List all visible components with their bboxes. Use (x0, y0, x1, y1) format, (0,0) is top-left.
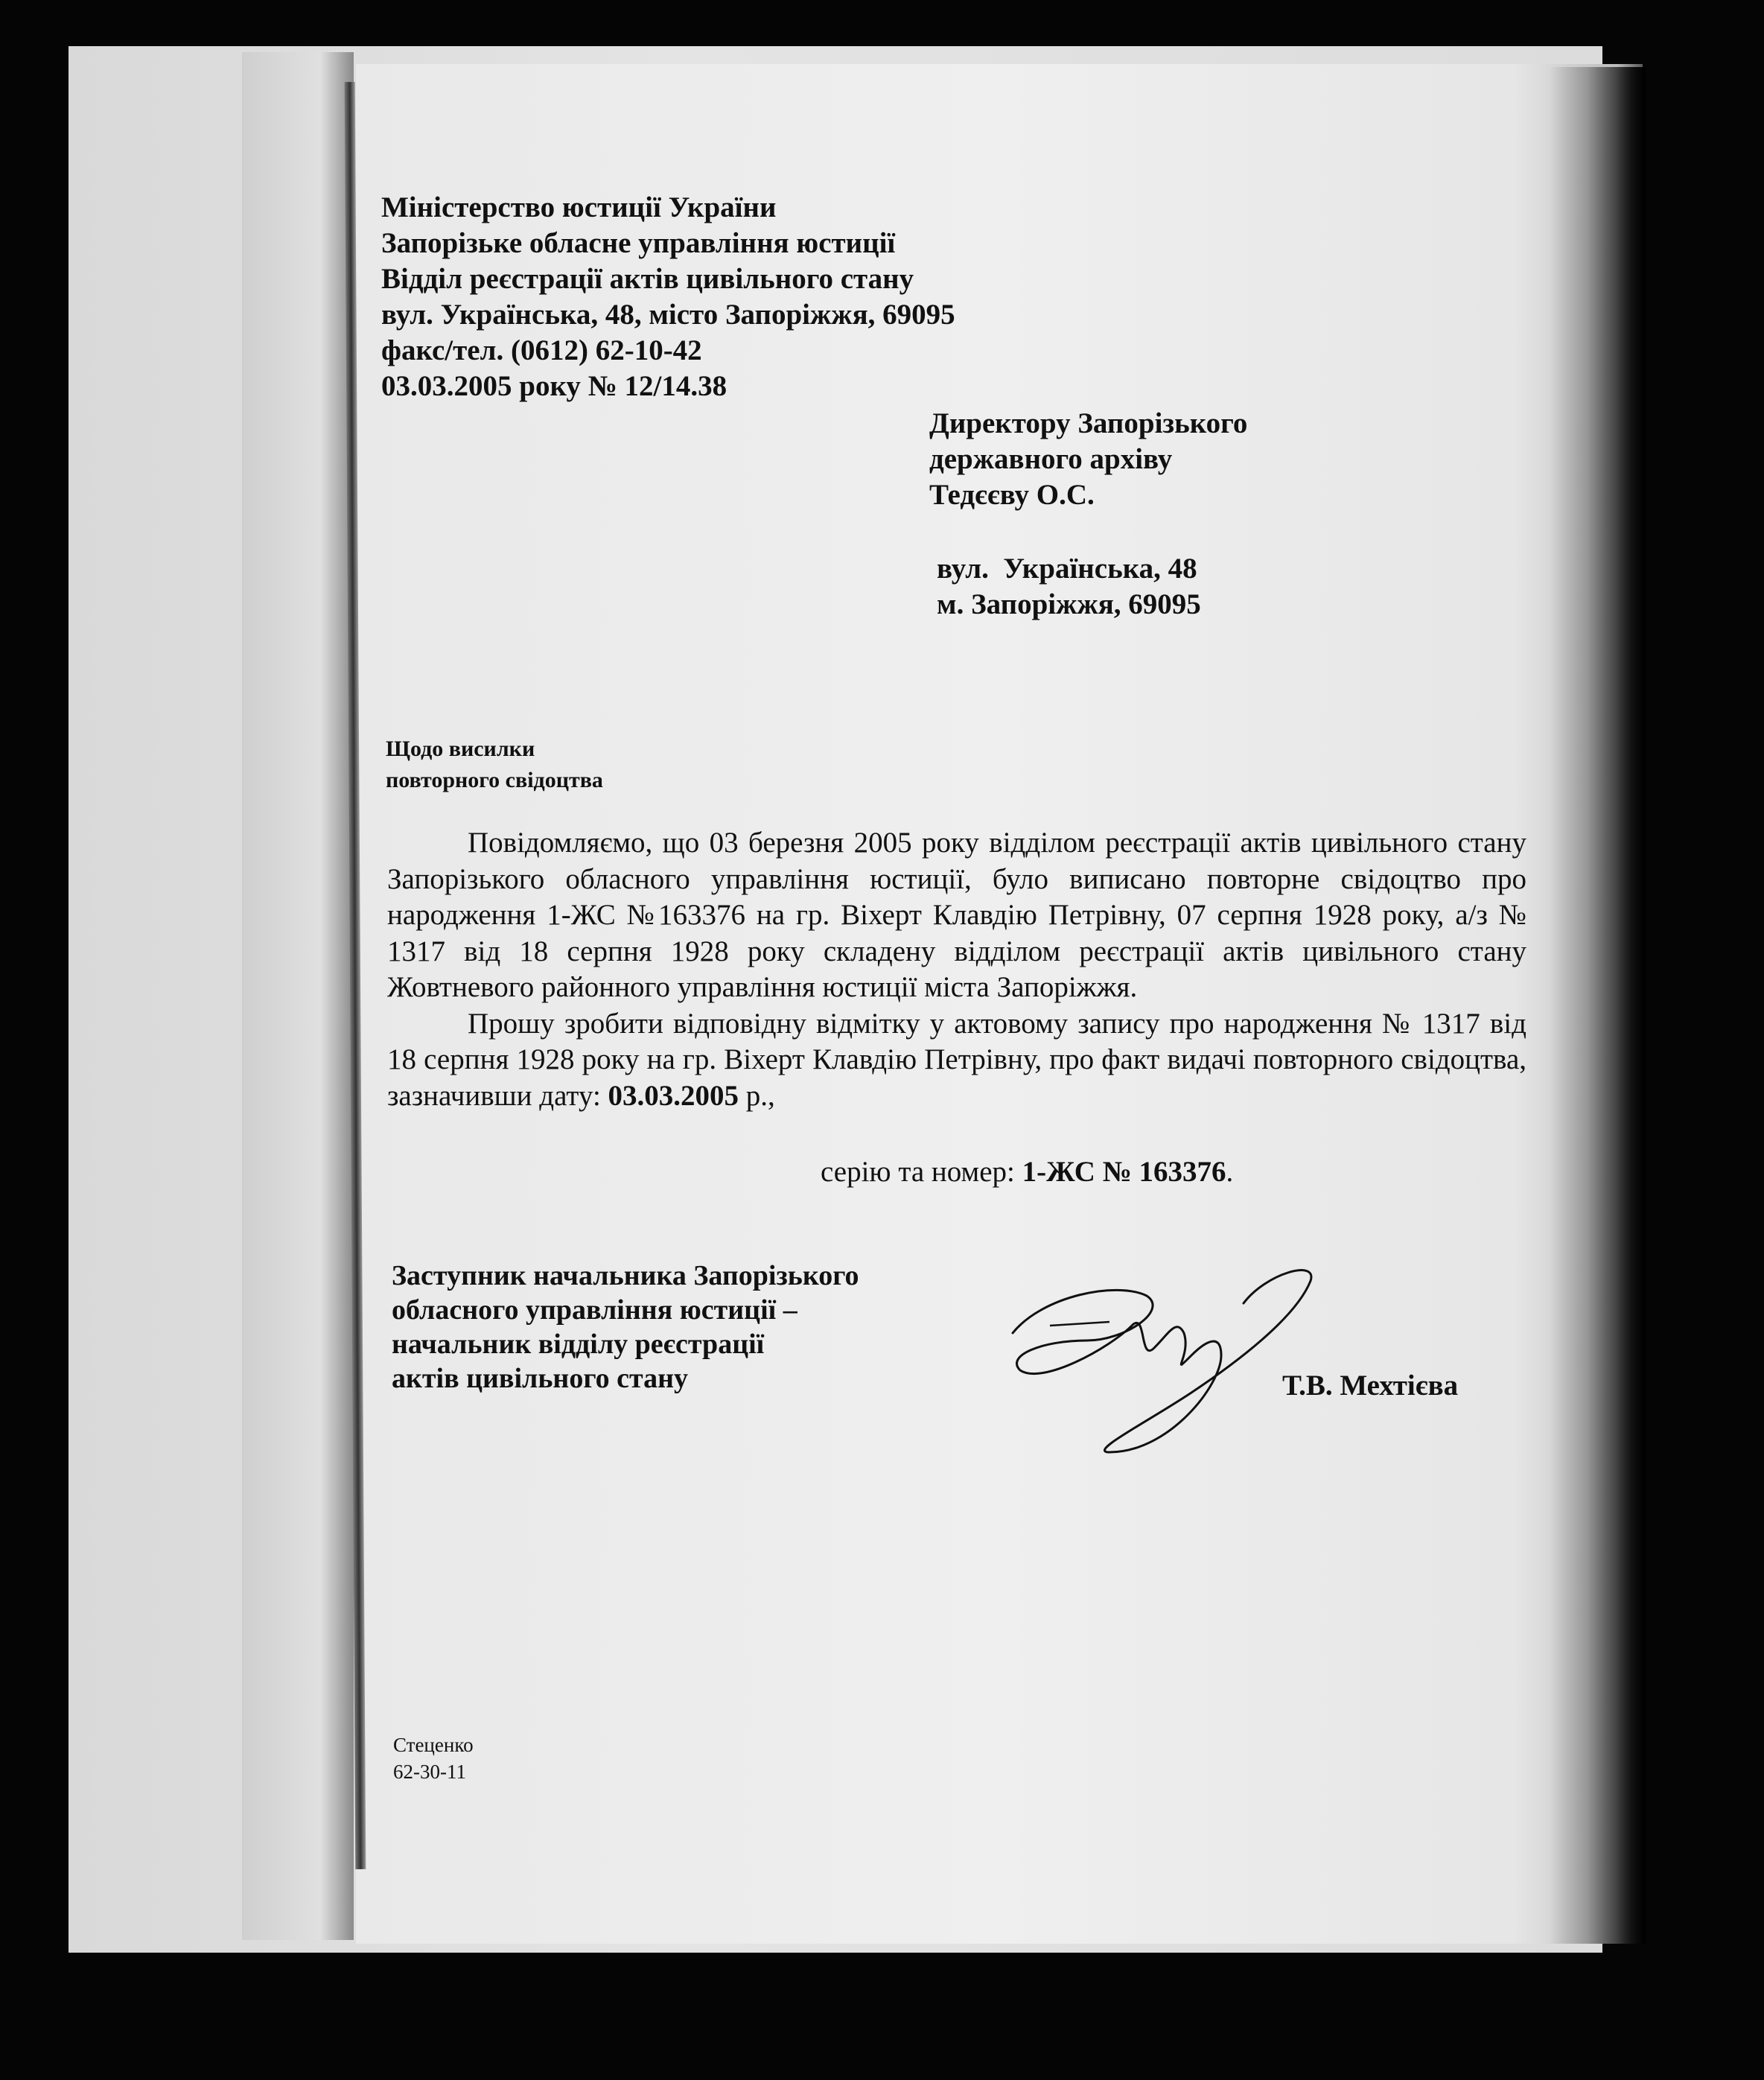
signature-title-line-4: актів цивільного стану (392, 1363, 689, 1394)
folded-page-edge (242, 52, 354, 1940)
series-suffix: . (1226, 1156, 1234, 1188)
issue-date: 03.03.2005 (608, 1079, 739, 1112)
subject-line-2: повторного свідоцтва (386, 768, 603, 792)
signature-title-line-3: начальник відділу реєстрації (392, 1329, 765, 1360)
addressee (929, 406, 1247, 513)
signer-name: Т.В. Мехтієва (1282, 1370, 1459, 1402)
signature-title (392, 1259, 859, 1396)
executor-note (393, 1731, 474, 1785)
series-number: 1-ЖС № 163376 (1022, 1156, 1226, 1188)
paragraph-2-text: Прошу зробити відповідну відмітку у актовому запису про народження № 1317 від 18 серпня 1928 року на гр. Віхерт Клавдію Петрівну, про факт видачі повторного свідоцтва, зазначивши дату: (387, 1007, 1526, 1112)
executor-phone: 62-30-11 (393, 1761, 466, 1783)
addressee-address (937, 551, 1201, 623)
executor-name: Стеценко (393, 1734, 474, 1756)
letter-body (387, 825, 1526, 1114)
letterhead-division: Відділ реєстрації актів цивільного стану (381, 263, 914, 295)
body-paragraph-2 (387, 1006, 1526, 1115)
letter-date-number: 03.03.2005 року № 12/14.38 (381, 370, 727, 402)
letterhead-address: вул. Українська, 48, місто Запоріжжя, 69095 (381, 299, 955, 331)
addressee-street: вул. Українська, 48 (937, 553, 1197, 585)
letterhead (381, 190, 955, 404)
subject (386, 734, 603, 796)
handwritten-signature (998, 1251, 1325, 1467)
addressee-city: м. Запоріжжя, 69095 (937, 588, 1201, 620)
body-paragraph-1: Повідомляємо, що 03 березня 2005 року відділом реєстрації актів цивільного стану Запорізького обласного управління юстиції, було виписано повторне свідоцтво про народження 1-ЖС №163376 на гр. Віхерт Клавдію Петрівну, 07 серпня 1928 року, а/з № 1317 від 18 серпня 1928 року складену відділом реєстрації актів цивільного стану Жовтневого районного управління юстиції міста Запоріжжя. (387, 827, 1526, 1003)
subject-line-1: Щодо висилки (386, 737, 535, 761)
letterhead-ministry: Міністерство юстиції України (381, 191, 777, 223)
letterhead-phone: факс/тел. (0612) 62-10-42 (381, 334, 702, 366)
series-label: серію та номер: (821, 1156, 1022, 1188)
addressee-line-2: державного архіву (929, 443, 1173, 475)
addressee-name: Тедєєву О.С. (929, 479, 1095, 511)
scan-edge-shadow (1549, 67, 1646, 1944)
signature-title-line-2: обласного управління юстиції – (392, 1294, 797, 1326)
signature-title-line-1: Заступник начальника Запорізького (392, 1260, 859, 1291)
letterhead-department: Запорізьке обласне управління юстиції (381, 227, 896, 259)
addressee-line-1: Директору Запорізького (929, 407, 1248, 439)
certificate-series-line (821, 1154, 1233, 1190)
issue-date-suffix: р., (739, 1079, 775, 1112)
